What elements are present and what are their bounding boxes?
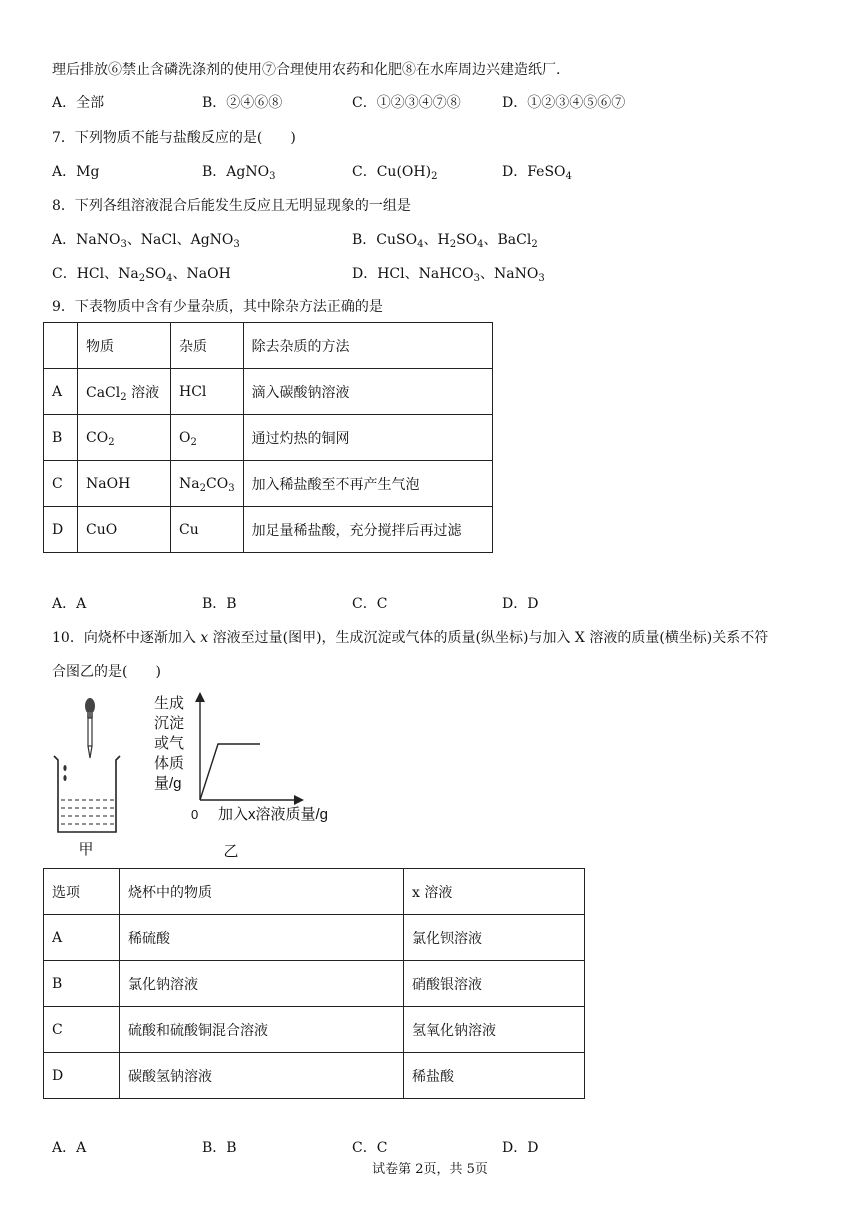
table-cell: $O_2$ — [171, 415, 244, 461]
q8-option-d: D．HCl、NaHCO$_3$、NaNO$_3$ — [352, 266, 545, 284]
q10-option-a: A．A — [52, 1140, 87, 1156]
q9-option-b: B．B — [202, 596, 237, 612]
table-cell: $CO_2$ — [78, 415, 171, 461]
table-row — [44, 461, 493, 507]
table-cell: 碳酸氢钠溶液 — [120, 1053, 404, 1099]
q6-stem-tail: 理后排放⑥禁止含磷洗涤剂的使用⑦合理使用农药和化肥⑧在水库周边兴建造纸厂. — [52, 62, 561, 78]
table-cell: 加入稀盐酸至不再产生气泡 — [243, 461, 492, 507]
table-header-row — [44, 323, 493, 369]
y-axis-label-line: 沉淀 — [154, 715, 185, 732]
q10-option-d: D．D — [502, 1140, 539, 1156]
q7-stem: 7．下列物质不能与盐酸反应的是( ) — [52, 130, 296, 146]
y-axis-label-line: 生成 — [154, 695, 185, 712]
dropper-icon — [85, 698, 95, 758]
graph-axes — [195, 692, 304, 805]
q8-option-c: C．HCl、$Na_2SO_4$、NaOH — [52, 266, 231, 284]
table-row — [44, 369, 493, 415]
table-cell: 氯化钠溶液 — [120, 961, 404, 1007]
table-cell: 加足量稀盐酸，充分搅拌后再过滤 — [243, 507, 492, 553]
table-cell: C — [44, 461, 78, 507]
table-cell: Cu — [171, 507, 244, 553]
graph-figure — [148, 688, 348, 863]
q10-stem-line1: 10．向烧杯中逐渐加入 x 溶液至过量(图甲)，生成沉淀或气体的质量(纵坐标)与加入 X 溶液的质量(横坐标)关系不符 — [52, 630, 769, 646]
q9-stem: 9．下表物质中含有少量杂质，其中除杂方法正确的是 — [52, 299, 383, 315]
table-header-cell: 物质 — [78, 323, 171, 369]
figure-label-jia: 甲 — [78, 841, 94, 858]
table-row — [44, 961, 585, 1007]
table-cell: CaCl$_2$ 溶液 — [78, 369, 171, 415]
table-cell: HCl — [171, 369, 244, 415]
y-axis-label-line: 体质 — [154, 755, 185, 772]
q7-option-c: C．$Cu(OH)_2$ — [352, 164, 438, 182]
table-cell: 硫酸和硫酸铜混合溶液 — [120, 1007, 404, 1053]
table-cell: 稀盐酸 — [404, 1053, 585, 1099]
q7-option-b: B．AgNO$_3$ — [202, 164, 276, 182]
q6-option-b: B．②④⑥⑧ — [202, 95, 283, 111]
q10-option-b: B．B — [202, 1140, 237, 1156]
page-footer: 试卷第 2页，共 5页 — [372, 1162, 488, 1177]
table-header-cell: x 溶液 — [404, 869, 585, 915]
q6-option-a: A．全部 — [52, 95, 105, 111]
table-cell: CuO — [78, 507, 171, 553]
q9-table — [43, 322, 493, 553]
figure-label-yi: 乙 — [223, 843, 239, 860]
y-axis-label-line: 或气 — [154, 735, 185, 752]
table-row — [44, 1007, 585, 1053]
table-header-cell: 烧杯中的物质 — [120, 869, 404, 915]
graph-origin-label: 0 — [191, 807, 199, 822]
table-cell: B — [44, 415, 78, 461]
beaker-dropper-figure — [48, 692, 128, 860]
q10-option-c: C．C — [352, 1140, 388, 1156]
table-header-cell: 选项 — [44, 869, 120, 915]
table-row — [44, 507, 493, 553]
table-cell: 稀硫酸 — [120, 915, 404, 961]
table-cell: NaOH — [78, 461, 171, 507]
y-axis-label-line: 量/g — [154, 775, 182, 792]
table-cell: 滴入碳酸钠溶液 — [243, 369, 492, 415]
q10-stem-line2: 合图乙的是( ) — [52, 664, 161, 680]
table-cell: 氢氧化钠溶液 — [404, 1007, 585, 1053]
q8-option-a: A．NaNO$_3$、NaCl、AgNO$_3$ — [52, 232, 240, 250]
q6-option-d: D．①②③④⑤⑥⑦ — [502, 95, 626, 111]
table-cell: A — [44, 369, 78, 415]
q8-stem: 8．下列各组溶液混合后能发生反应且无明显现象的一组是 — [52, 198, 411, 214]
table-header-row — [44, 869, 585, 915]
table-cell: B — [44, 961, 120, 1007]
table-header-cell — [44, 323, 78, 369]
table-cell: C — [44, 1007, 120, 1053]
table-cell: 硝酸银溶液 — [404, 961, 585, 1007]
table-row — [44, 1053, 585, 1099]
table-cell: $Na_2CO_3$ — [171, 461, 244, 507]
drops-icon — [63, 765, 66, 781]
table-cell: 通过灼热的铜网 — [243, 415, 492, 461]
table-row — [44, 415, 493, 461]
table-header-cell: 杂质 — [171, 323, 244, 369]
table-cell: 氯化钡溶液 — [404, 915, 585, 961]
q7-option-a: A．Mg — [52, 164, 100, 180]
table-row — [44, 915, 585, 961]
q10-table — [43, 868, 585, 1099]
table-header-cell: 除去杂质的方法 — [243, 323, 492, 369]
q9-option-c: C．C — [352, 596, 388, 612]
q6-option-c: C．①②③④⑦⑧ — [352, 95, 461, 111]
q9-option-a: A．A — [52, 596, 87, 612]
q9-option-d: D．D — [502, 596, 539, 612]
q7-option-d: D．FeSO$_4$ — [502, 164, 572, 182]
table-cell: D — [44, 507, 78, 553]
x-axis-label: 加入x溶液质量/g — [218, 806, 329, 823]
q8-option-b: B．CuSO$_4$、$H_2SO_4$、BaCl$_2$ — [352, 232, 538, 250]
table-cell: D — [44, 1053, 120, 1099]
graph-curve — [200, 744, 260, 800]
table-cell: A — [44, 915, 120, 961]
